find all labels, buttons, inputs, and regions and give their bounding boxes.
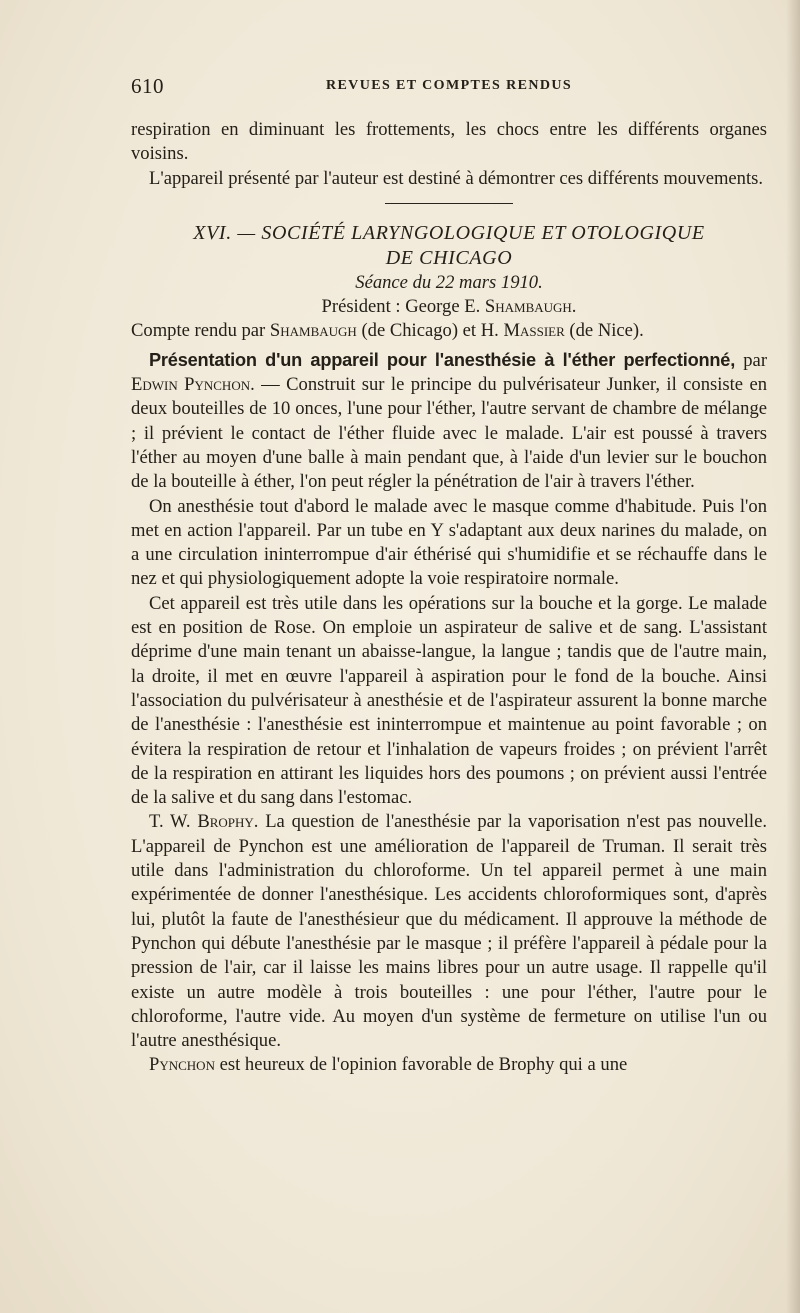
report-credit-prefix: Compte rendu par — [131, 320, 270, 342]
article-byline-par: par — [735, 349, 768, 371]
article-author: Edwin Pynchon. — [131, 374, 255, 396]
page-header — [131, 74, 767, 104]
discussion-brophy-name: Brophy. — [197, 811, 259, 833]
discussion-brophy-text: La question de l'anesthésie par la vaporisation n'est pas nouvelle. L'appareil de Pynchon est une amélioration de l'appareil de Truman. Il serait très utile dans l'administration du chloroforme. Un tel appareil permet à une main expérimentée de donner l'anesthésique. Les accidents chloroformiques sont, d'après lui, plutôt la faute de l'anesthésieur que du médicament. Il approuve la méthode de Pynchon qui débute l'anesthésie par le masque ; il préfère l'appareil à pédale pour la pression de l'air, car il laisse les mains libres pour un autre usage. Il rappelle qu'il existe un autre modèle à trois bouteilles : une pour l'éther, l'autre pour le chloroforme, l'autre vide. Au moyen d'un système de fermeture on utilise l'un ou l'autre anesthésique. — [131, 811, 767, 1052]
president-label: Président : George E. — [321, 296, 485, 318]
report-credit-middle: (de Chicago) et H. — [356, 320, 504, 342]
section-divider — [385, 203, 513, 204]
paragraph-intro-apparatus: L'appareil présenté par l'auteur est destiné à démontrer ces différents mouvements. — [149, 167, 764, 189]
section-title-line-2: DE CHICAGO — [385, 246, 513, 269]
section-title-line-1: XVI. — SOCIÉTÉ LARYNGOLOGIQUE ET OTOLOGIQUE — [193, 221, 705, 244]
running-head: REVUES ET COMPTES RENDUS — [325, 78, 573, 93]
session-date: Séance du 22 mars 1910. — [355, 271, 543, 293]
article-paragraph-3: Cet appareil est très utile dans les opérations sur la bouche et la gorge. Le malade est en position de Rose. On emploie un aspirateur de salive et de sang. L'assistant déprime d'une main tenant un abaisse-langue, la langue ; tandis que de l'autre main, la droite, il met en œuvre l'appareil à aspiration pour le fond de la bouche. Ainsi l'association du pulvérisateur à anesthésie et de l'aspirateur assurent la bonne marche de l'anesthésie : l'anesthésie est ininterrompue et maintenue au point favorable ; on évitera la respiration de retour et l'inhalation de vapeurs froides ; on prévient l'arrêt de la respiration en attirant les liquides hors des poumons ; on prévient aussi l'entrée de la salive et du sang dans l'estomac. — [131, 592, 767, 809]
reporter-name-1: Shambaugh — [269, 320, 357, 342]
article-paragraph-2: On anesthésie tout d'abord le malade avec le masque comme d'habitude. Puis l'on met en action l'appareil. Par un tube en Y s'adaptant aux deux narines du malade, on a une circulation ininterrompue d'air éthérisé qui s'humidifie et se réchauffe dans le nez et qui physiologiquement adopte la voie respiratoire normale. — [131, 495, 767, 590]
page-edge-shadow — [786, 0, 800, 1313]
report-credit-line — [131, 319, 767, 343]
discussion-pynchon-text: est heureux de l'opinion favorable de Brophy qui a une — [214, 1054, 628, 1076]
reporter-name-2: Massier — [503, 320, 565, 342]
discussion-pynchon — [131, 1053, 767, 1077]
page-number: 610 — [131, 74, 164, 98]
page-body — [131, 118, 767, 1078]
article-paragraph-1-text: — Construit sur le principe du pulvérisateur Junker, il consiste en deux bouteilles de 10 onces, l'une pour l'éther, l'autre servant de chambre de mélange ; il prévient le contact de l'éther fluide avec le malade. L'air est poussé à travers l'éther au moyen d'une balle à main pendant que, à l'aide d'un levier sur le bouchon de la bouteille à éther, l'on peut régler la pénétration de l'air à travers l'éther. — [131, 374, 767, 493]
article-paragraph-1 — [131, 348, 767, 495]
article-heading: Présentation d'un appareil pour l'anesthésie à l'éther perfectionné, — [149, 349, 736, 370]
president-line — [131, 295, 767, 319]
paragraph-intro-continued: respiration en diminuant les frottements, les chocs entre les différents organes voisins. — [131, 119, 767, 165]
discussion-pynchon-name: Pynchon — [149, 1054, 215, 1076]
report-credit-suffix: (de Nice). — [564, 320, 644, 342]
discussion-brophy — [131, 810, 767, 1053]
president-name: Shambaugh. — [484, 296, 577, 318]
discussion-brophy-initials: T. W. — [149, 811, 198, 833]
